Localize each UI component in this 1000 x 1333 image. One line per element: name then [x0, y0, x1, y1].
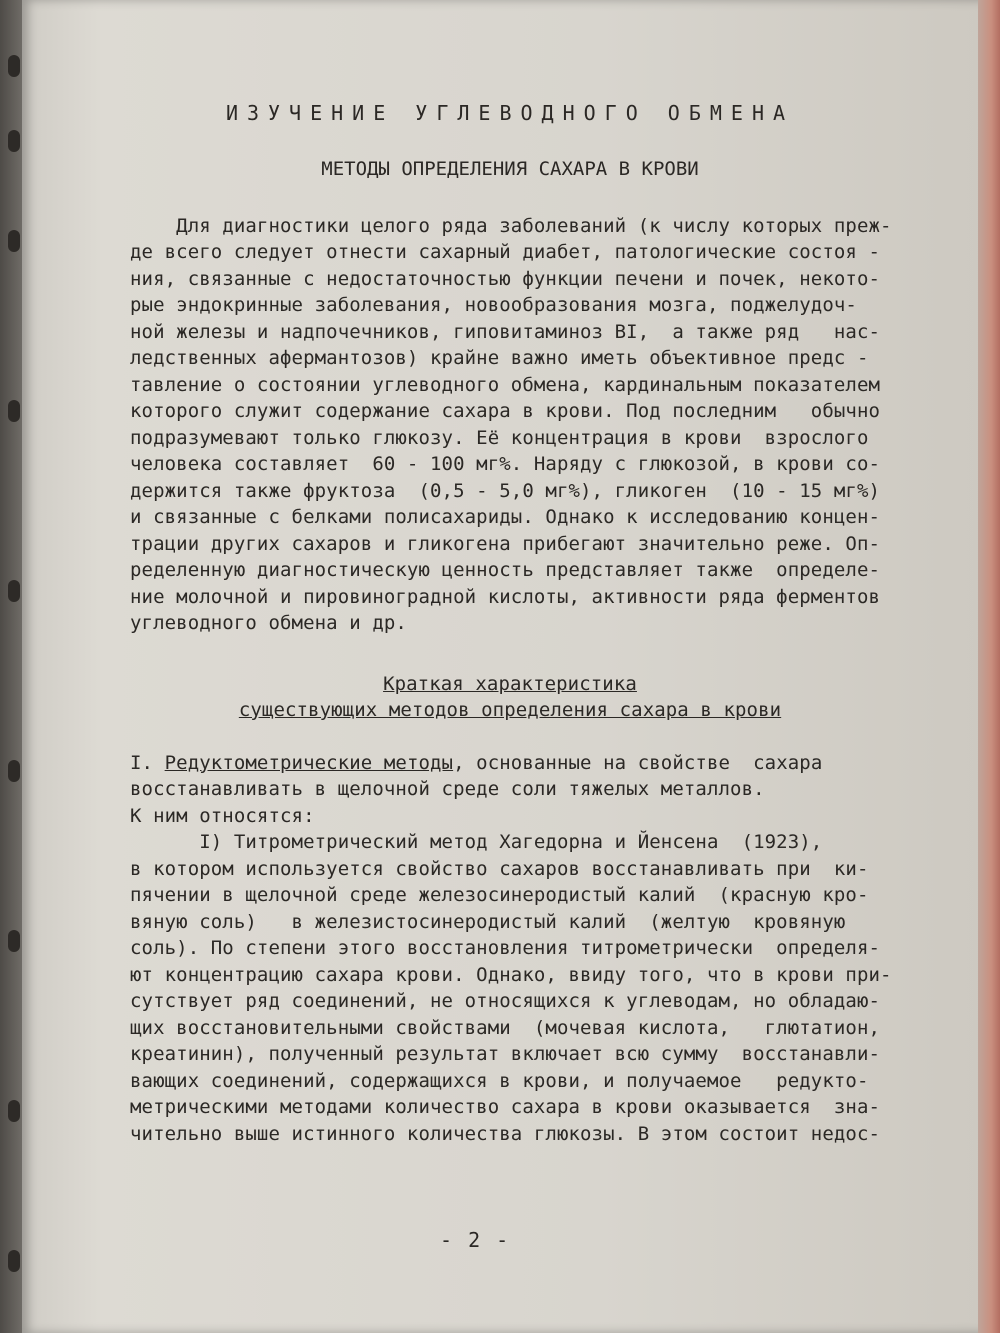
method-number: I.: [130, 751, 165, 774]
text-line: чительно выше истинного количества глюкозы. В этом состоит недос-: [130, 1122, 881, 1145]
method-intro-line: восстанавливать в щелочной среде соли тяжелых металлов.: [130, 778, 765, 800]
binding-stitch: [8, 580, 20, 602]
binding-stitch: [8, 760, 20, 782]
binding-stitch: [8, 1250, 20, 1272]
method-intro-line: К ним относятся:: [130, 804, 315, 827]
text-line: ной железы и надпочечников, гиповитаминоз BI, а также ряд нас-: [130, 320, 881, 343]
text-line: сутствует ряд соединений, не относящихся к углеводам, но обладаю-: [130, 990, 881, 1012]
section-heading: [130, 671, 890, 724]
right-edge: [978, 0, 1000, 1333]
text-line: которого служит содержание сахара в крови. Под последним обычно: [130, 400, 881, 422]
text-line: трации других сахаров и гликогена прибегают значительно реже. Оп-: [130, 532, 881, 555]
text-line: соль). По степени этого восстановления титрометрически определя-: [130, 937, 881, 959]
text-line: ния, связанные с недостаточностью функции печени и почек, некото-: [130, 267, 881, 290]
text-line: углеводного обмена и др.: [130, 612, 407, 634]
text-line: подразумевают только глюкозу. Её концентрация в крови взрослого: [130, 426, 869, 449]
binding-stitch: [8, 1100, 20, 1122]
page-title: ИЗУЧЕНИЕ УГЛЕВОДНОГО ОБМЕНА: [225, 101, 795, 125]
intro-paragraph: [130, 213, 890, 637]
method1-paragraph: [130, 829, 890, 1147]
text-line: вающих соединений, содержащихся в крови, и получаемое редукто-: [130, 1069, 869, 1092]
section-heading-line: существующих методов определения сахара в крови: [238, 699, 782, 721]
page-number: - 2 -: [440, 1228, 511, 1252]
method-name: Редуктометрические методы: [164, 751, 454, 774]
text-line: де всего следует отнести сахарный диабет, патологические состоя -: [130, 241, 881, 263]
binding-stitch: [8, 230, 20, 252]
text-line: I) Титрометрический метод Хагедорна и Йенсена (1923),: [130, 831, 823, 853]
text-line: пячении в щелочной среде железосинеродистый калий (красную кро-: [130, 884, 869, 906]
method-intro: [130, 750, 890, 830]
text-line: держится также фруктоза (0,5 - 5,0 мг%), гликоген (10 - 15 мг%): [130, 479, 881, 502]
text-line: ют концентрацию сахара крови. Однако, ввиду того, что в крови при-: [130, 963, 892, 986]
binding-stitch: [8, 930, 20, 952]
text-line: ледственных афермантозов) крайне важно иметь объективное предс -: [130, 347, 869, 369]
text-line: Для диагностики целого ряда заболеваний (к числу которых преж-: [130, 214, 892, 237]
document-content: [130, 100, 890, 1147]
text-line: тавление о состоянии углеводного обмена, кардинальным показателем: [130, 373, 881, 396]
text-line: вяную соль) в железистосинеродистый калий (желтую кровяную: [130, 910, 846, 933]
binding-stitch: [8, 55, 20, 77]
text-line: креатинин), полученный результат включает всю сумму восстанавли-: [130, 1043, 881, 1065]
page-subtitle: МЕТОДЫ ОПРЕДЕЛЕНИЯ САХАРА В КРОВИ: [321, 158, 699, 180]
text-line: человека составляет 60 - 100 мг%. Наряду с глюкозой, в крови со-: [130, 453, 881, 475]
text-line: рые эндокринные заболевания, новообразования мозга, поджелудоч-: [130, 294, 857, 316]
section-heading-line: Краткая характеристика: [383, 672, 637, 695]
text-line: метрическими методами количество сахара в крови оказывается зна-: [130, 1096, 881, 1118]
text-line: щих восстановительными свойствами (мочевая кислота, глютатион,: [130, 1016, 881, 1039]
method-intro-text: , основанные на свойстве сахара: [453, 751, 823, 774]
text-line: и связанные с белками полисахариды. Однако к исследованию концен-: [130, 506, 881, 528]
text-line: ние молочной и пировиноградной кислоты, активности ряда ферментов: [130, 585, 881, 608]
text-line: в котором используется свойство сахаров восстанавливать при ки-: [130, 857, 869, 880]
binding-stitch: [8, 130, 20, 152]
binding-stitch: [8, 400, 20, 422]
text-line: ределенную диагностическую ценность представляет также определе-: [130, 559, 881, 581]
